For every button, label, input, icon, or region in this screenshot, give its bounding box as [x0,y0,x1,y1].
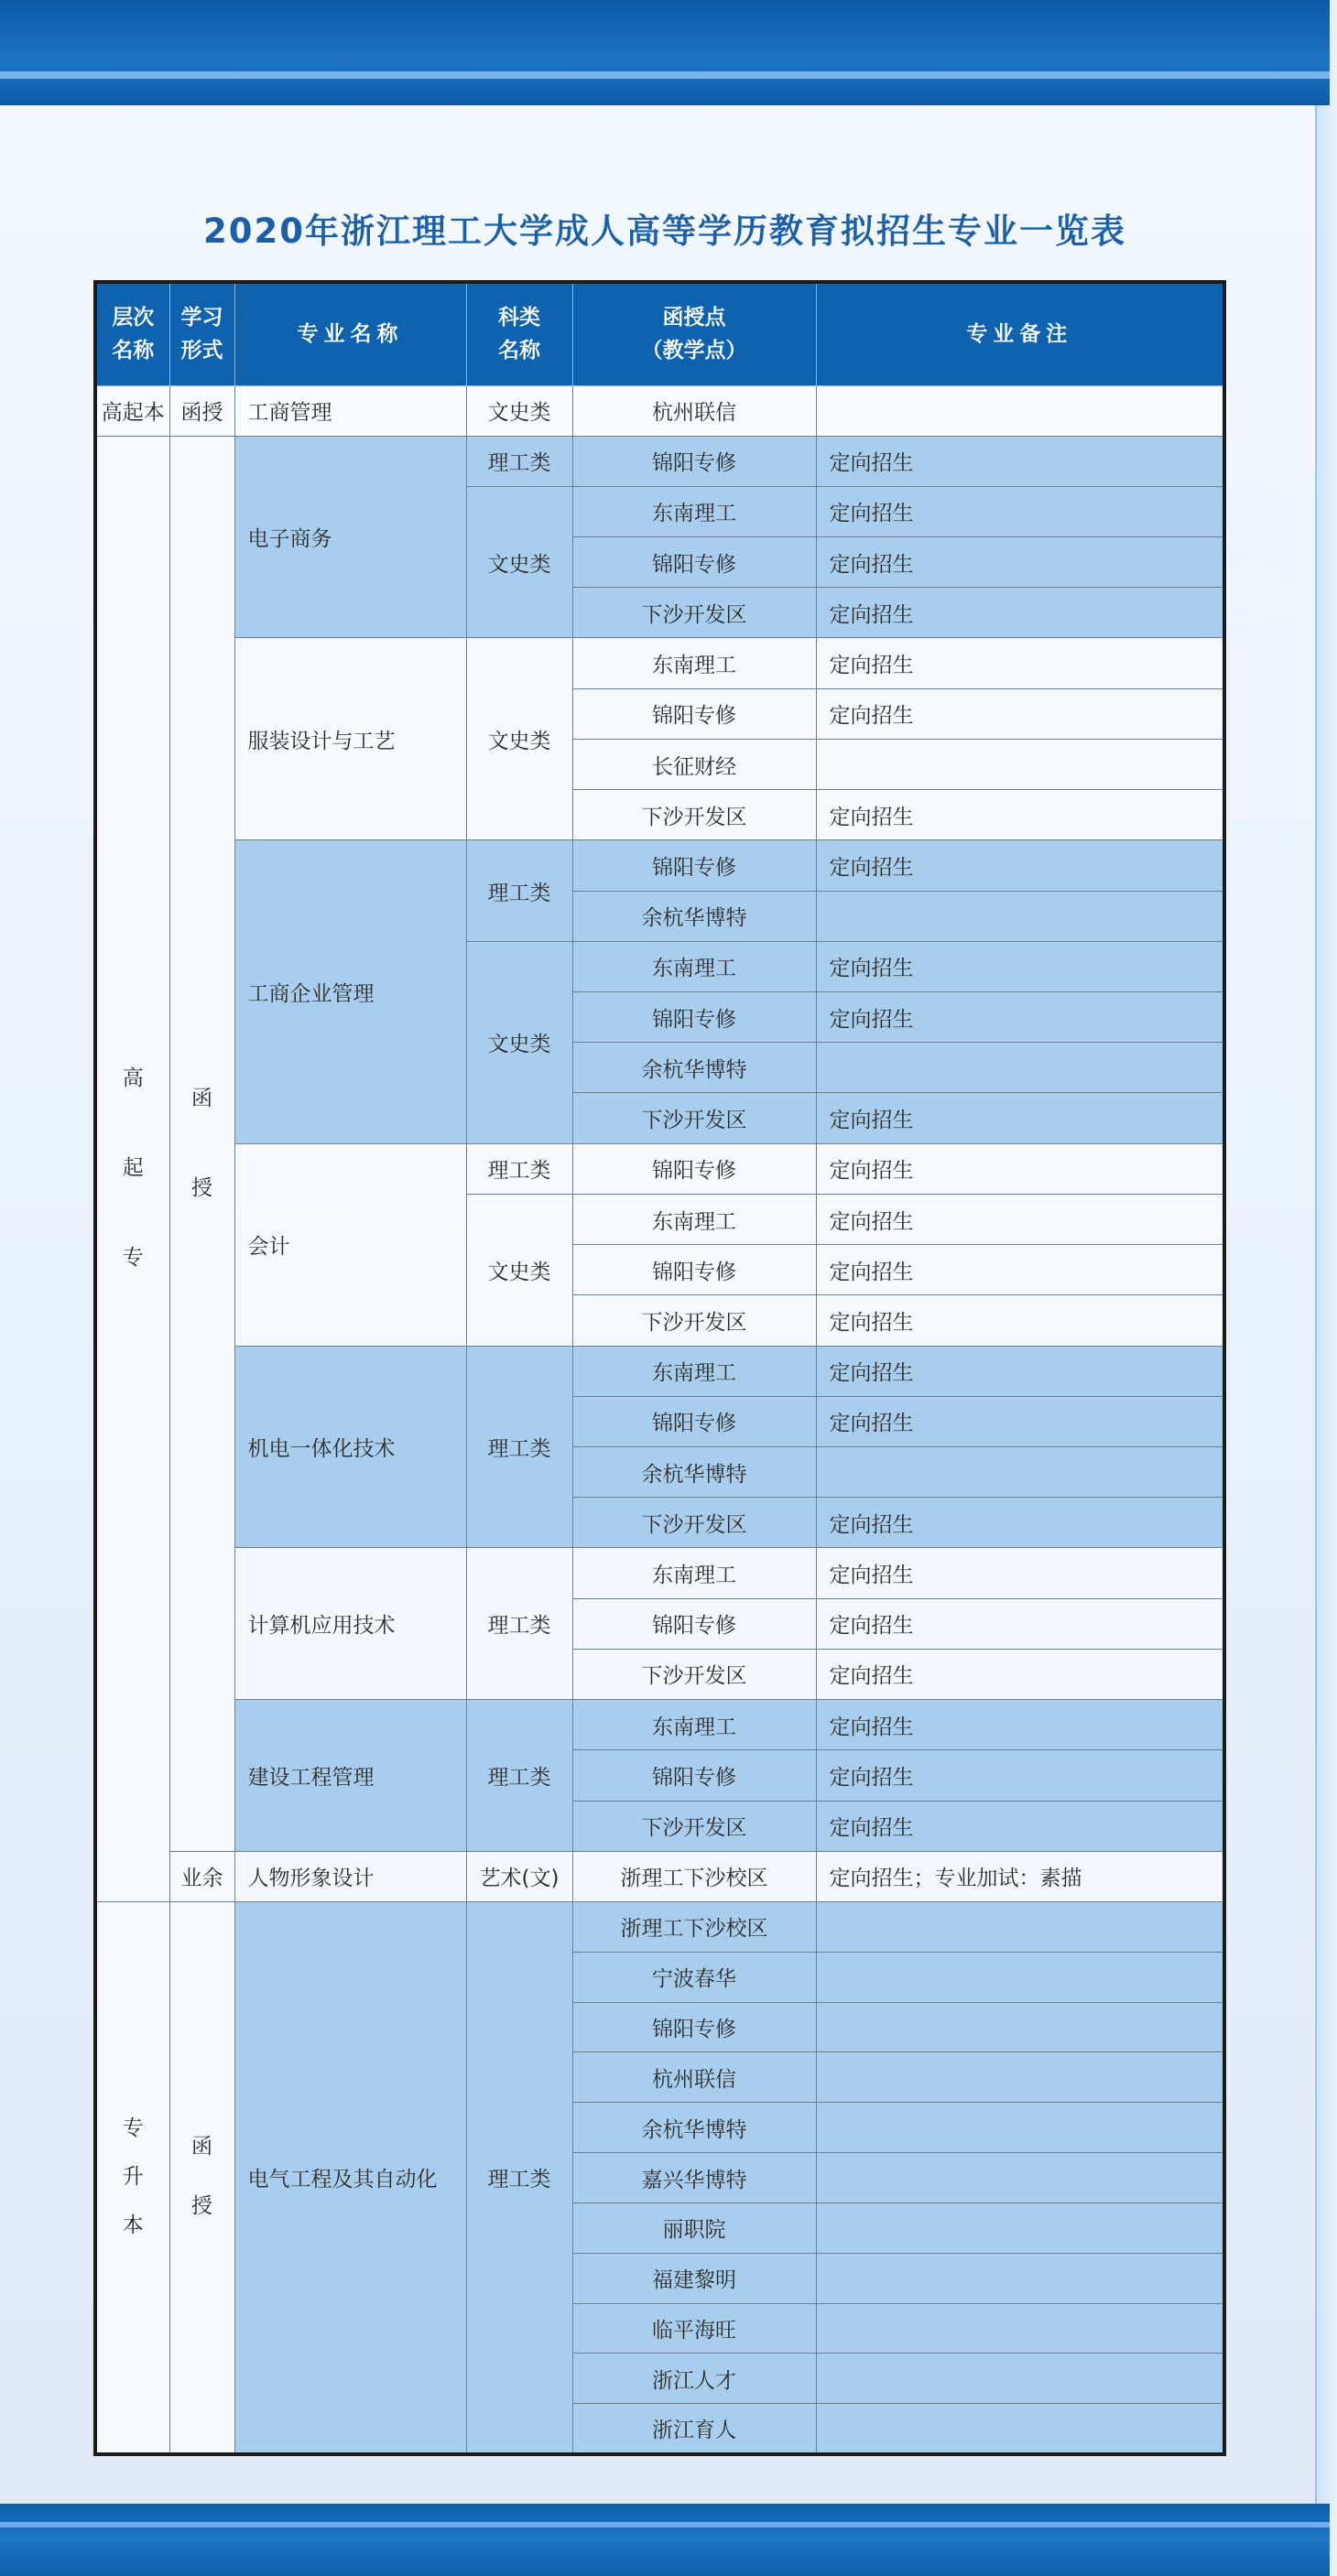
category-cell: 文史类 [466,941,572,1143]
mode-cell-zsb [169,1901,234,2454]
category-cell: 文史类 [466,486,572,638]
note-cell: 定向招生 [816,537,1224,588]
note-cell [816,1446,1224,1497]
site-cell: 东南理工 [572,941,816,991]
header-level: 层次 名称 [95,282,169,385]
site-cell: 锦阳专修 [572,537,816,588]
level-cell: 高起本 [95,385,169,436]
site-cell: 东南理工 [572,1700,816,1750]
site-cell: 东南理工 [572,1346,816,1396]
category-cell: 文史类 [466,1194,572,1346]
site-cell: 宁波春华 [572,1952,816,2002]
site-cell: 余杭华博特 [572,2103,816,2153]
category-cell: 理工类 [466,1901,572,2454]
site-cell: 下沙开发区 [572,1801,816,1851]
major-cell: 建设工程管理 [234,1700,466,1852]
site-cell: 下沙开发区 [572,1498,816,1548]
category-cell: 艺术(文) [466,1851,572,1901]
note-cell: 定向招生 [816,1801,1224,1851]
site-cell: 浙理工下沙校区 [572,1901,816,1952]
site-cell: 东南理工 [572,1194,816,1244]
note-cell: 定向招生 [816,1093,1224,1143]
vertical-char: 授 [191,1175,212,1200]
category-cell: 理工类 [466,1700,572,1852]
note-cell: 定向招生 [816,588,1224,638]
top-banner [0,0,1330,105]
category-cell: 文史类 [466,638,572,840]
table-row [95,1901,1224,1952]
site-cell: 丽职院 [572,2203,816,2253]
category-cell: 理工类 [466,1143,572,1194]
major-cell: 会计 [234,1143,466,1346]
site-cell: 锦阳专修 [572,1750,816,1801]
site-cell: 长征财经 [572,739,816,789]
vertical-char: 本 [122,2213,144,2237]
site-cell: 东南理工 [572,638,816,688]
note-cell: 定向招生 [816,1649,1224,1699]
vertical-char: 授 [191,2194,212,2219]
site-cell: 临平海旺 [572,2303,816,2354]
vertical-char: 函 [191,2135,212,2159]
site-cell: 锦阳专修 [572,992,816,1043]
note-cell [816,739,1224,789]
note-cell [816,2002,1224,2052]
header-category: 科类 名称 [466,282,572,385]
site-cell: 锦阳专修 [572,1598,816,1649]
note-cell: 定向招生 [816,638,1224,688]
note-cell: 定向招生 [816,992,1224,1043]
major-cell: 人物形象设计 [234,1851,466,1901]
note-cell: 定向招生 [816,688,1224,739]
note-cell [816,891,1224,941]
site-cell: 锦阳专修 [572,840,816,891]
site-cell: 锦阳专修 [572,1396,816,1446]
site-cell: 东南理工 [572,486,816,536]
page-title: 2020年浙江理工大学成人高等学历教育拟招生专业一览表 [203,211,1126,251]
site-cell: 杭州联信 [572,2052,816,2103]
site-cell: 余杭华博特 [572,1043,816,1093]
site-cell: 浙江育人 [572,2404,816,2454]
site-cell: 下沙开发区 [572,1649,816,1699]
level-cell-gqz [95,436,169,1901]
mode-cell: 业余 [169,1851,234,1901]
site-cell: 锦阳专修 [572,2002,816,2052]
site-cell: 余杭华博特 [572,1446,816,1497]
site-cell: 下沙开发区 [572,1295,816,1346]
category-cell: 理工类 [466,1548,572,1700]
note-cell [816,1901,1224,1952]
note-cell [816,2404,1224,2454]
majors-table [93,280,1226,2456]
note-cell: 定向招生 [816,941,1224,991]
note-cell: 定向招生 [816,1194,1224,1244]
vertical-char: 函 [191,1086,212,1110]
site-cell: 杭州联信 [572,385,816,436]
note-cell [816,2253,1224,2303]
site-cell: 下沙开发区 [572,790,816,840]
note-cell [816,1043,1224,1093]
table-row [95,1346,1224,1396]
right-edge-strip [1315,0,1337,2576]
category-cell: 文史类 [466,385,572,436]
mode-cell: 函授 [169,385,234,436]
note-cell: 定向招生 [816,840,1224,891]
note-cell [816,2303,1224,2354]
vertical-char: 升 [122,2164,144,2189]
note-cell: 定向招生 [816,486,1224,536]
table-row [95,436,1224,486]
category-cell: 理工类 [466,840,572,941]
vertical-char: 起 [122,1156,144,1181]
header-note: 专业备注 [816,282,1224,385]
major-cell: 工商管理 [234,385,466,436]
category-cell: 理工类 [466,436,572,486]
site-cell: 余杭华博特 [572,891,816,941]
table-row [95,840,1224,891]
site-cell: 浙江人才 [572,2354,816,2404]
site-cell: 东南理工 [572,1548,816,1598]
vertical-char: 专 [122,1246,144,1271]
site-cell: 嘉兴华博特 [572,2153,816,2203]
vertical-char: 专 [122,2116,144,2140]
note-cell: 定向招生 [816,1700,1224,1750]
category-cell: 理工类 [466,1346,572,1548]
note-cell [816,2153,1224,2203]
mode-cell-gqz [169,436,234,1851]
note-cell: 定向招生；专业加试：素描 [816,1851,1224,1901]
note-cell: 定向招生 [816,1396,1224,1446]
note-cell: 定向招生 [816,436,1224,486]
header-row [95,282,1224,385]
note-cell: 定向招生 [816,1548,1224,1598]
site-cell: 锦阳专修 [572,1245,816,1295]
major-cell: 电子商务 [234,436,466,638]
site-cell: 下沙开发区 [572,1093,816,1143]
note-cell [816,2203,1224,2253]
header-mode: 学习 形式 [169,282,234,385]
site-cell: 浙理工下沙校区 [572,1851,816,1901]
site-cell: 锦阳专修 [572,436,816,486]
note-cell [816,1952,1224,2002]
major-cell: 电气工程及其自动化 [234,1901,466,2454]
note-cell [816,2103,1224,2153]
vertical-char: 高 [122,1066,144,1091]
major-cell: 服装设计与工艺 [234,638,466,840]
site-cell: 福建黎明 [572,2253,816,2303]
major-cell: 机电一体化技术 [234,1346,466,1548]
bottom-banner [0,2504,1330,2576]
note-cell: 定向招生 [816,1498,1224,1548]
major-cell: 工商企业管理 [234,840,466,1143]
major-cell: 计算机应用技术 [234,1548,466,1700]
note-cell [816,2052,1224,2103]
note-cell: 定向招生 [816,1295,1224,1346]
table-row [95,638,1224,688]
note-cell [816,2354,1224,2404]
table-row [95,385,1224,436]
table-row [95,1700,1224,1750]
level-cell-zsb [95,1901,169,2454]
table-row [95,1143,1224,1194]
header-major: 专业名称 [234,282,466,385]
note-cell: 定向招生 [816,790,1224,840]
note-cell: 定向招生 [816,1598,1224,1649]
note-cell: 定向招生 [816,1346,1224,1396]
note-cell: 定向招生 [816,1750,1224,1801]
note-cell: 定向招生 [816,1245,1224,1295]
header-site: 函授点 （教学点） [572,282,816,385]
site-cell: 下沙开发区 [572,588,816,638]
site-cell: 锦阳专修 [572,1143,816,1194]
table-row [95,1851,1224,1901]
note-cell [816,385,1224,436]
site-cell: 锦阳专修 [572,688,816,739]
note-cell: 定向招生 [816,1143,1224,1194]
table-row [95,1548,1224,1598]
